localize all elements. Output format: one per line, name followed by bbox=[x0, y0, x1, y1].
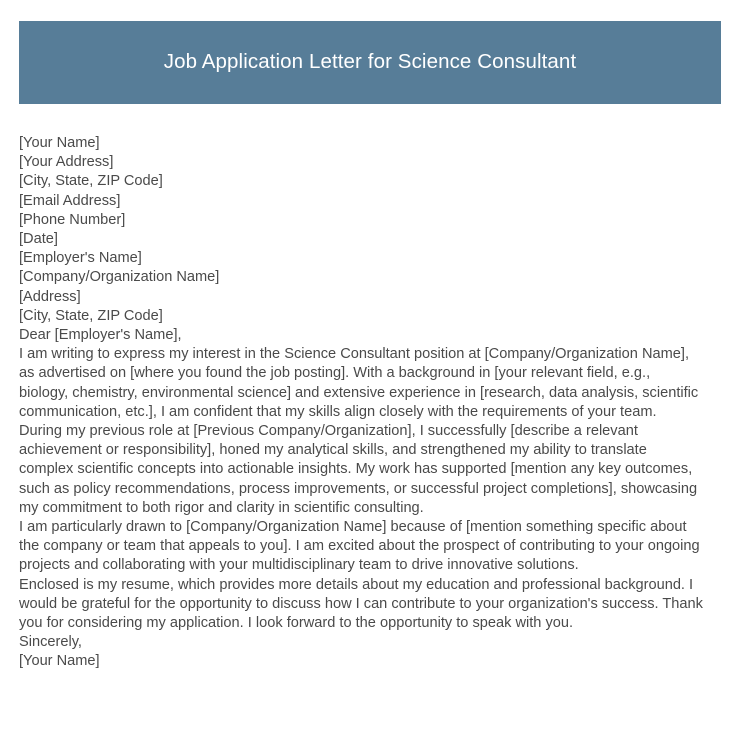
sender-address-line: [Your Address] bbox=[19, 154, 114, 171]
sender-phone-line: [Phone Number] bbox=[19, 211, 126, 228]
sender-email-line: [Email Address] bbox=[19, 192, 121, 209]
recipient-city-line: [City, State, ZIP Code] bbox=[19, 307, 163, 324]
body-paragraph-2: During my previous role at [Previous Company/Organization], I successfully [describe a relevant achievement or responsibility], honed my analytical skills, and strengthened my ability to translate complex scientific concepts into actionable insights. My work has supported [mention any key outcomes, such as policy recommendations, process improvements, or successful project completions], showcasing my commitment to both rigor and clarity in scientific consulting. bbox=[19, 423, 698, 516]
date-line: [Date] bbox=[19, 231, 58, 248]
sender-name-line: [Your Name] bbox=[19, 135, 100, 151]
signature-line: [Your Name] bbox=[19, 653, 100, 670]
sender-city-line: [City, State, ZIP Code] bbox=[19, 173, 163, 190]
recipient-name-line: [Employer's Name] bbox=[19, 250, 142, 267]
body-paragraph-1: I am writing to express my interest in the Science Consultant position at [Company/Organization Name], as advertised on [where you found the job posting]. With a background in [your relevant field, e.g., biology, chemistry, environmental science] and extensive experience in [research, data analysis, scientific communication, etc.], I am confident that my skills align closely with the requirements of your team. bbox=[19, 346, 699, 420]
letter-body bbox=[19, 134, 703, 672]
body-paragraph-4: Enclosed is my resume, which provides more details about my education and professional background. I would be grateful for the opportunity to discuss how I can contribute to your organization's success. Thank you for considering my application. I look forward to the opportunity to speak with you. bbox=[19, 576, 703, 632]
page-title: Job Application Letter for Science Consultant bbox=[163, 50, 577, 74]
recipient-address-line: [Address] bbox=[19, 288, 81, 305]
salutation-line: Dear [Employer's Name], bbox=[19, 327, 182, 344]
letter-header-banner bbox=[19, 21, 721, 104]
closing-line: Sincerely, bbox=[19, 634, 82, 651]
recipient-company-line: [Company/Organization Name] bbox=[19, 269, 220, 286]
body-paragraph-3: I am particularly drawn to [Company/Organization Name] because of [mention something specific about the company or team that appeals to you]. I am excited about the prospect of contributing to your ongoing projects and collaborating with your multidisciplinary team to drive innovative solutions. bbox=[19, 519, 700, 574]
